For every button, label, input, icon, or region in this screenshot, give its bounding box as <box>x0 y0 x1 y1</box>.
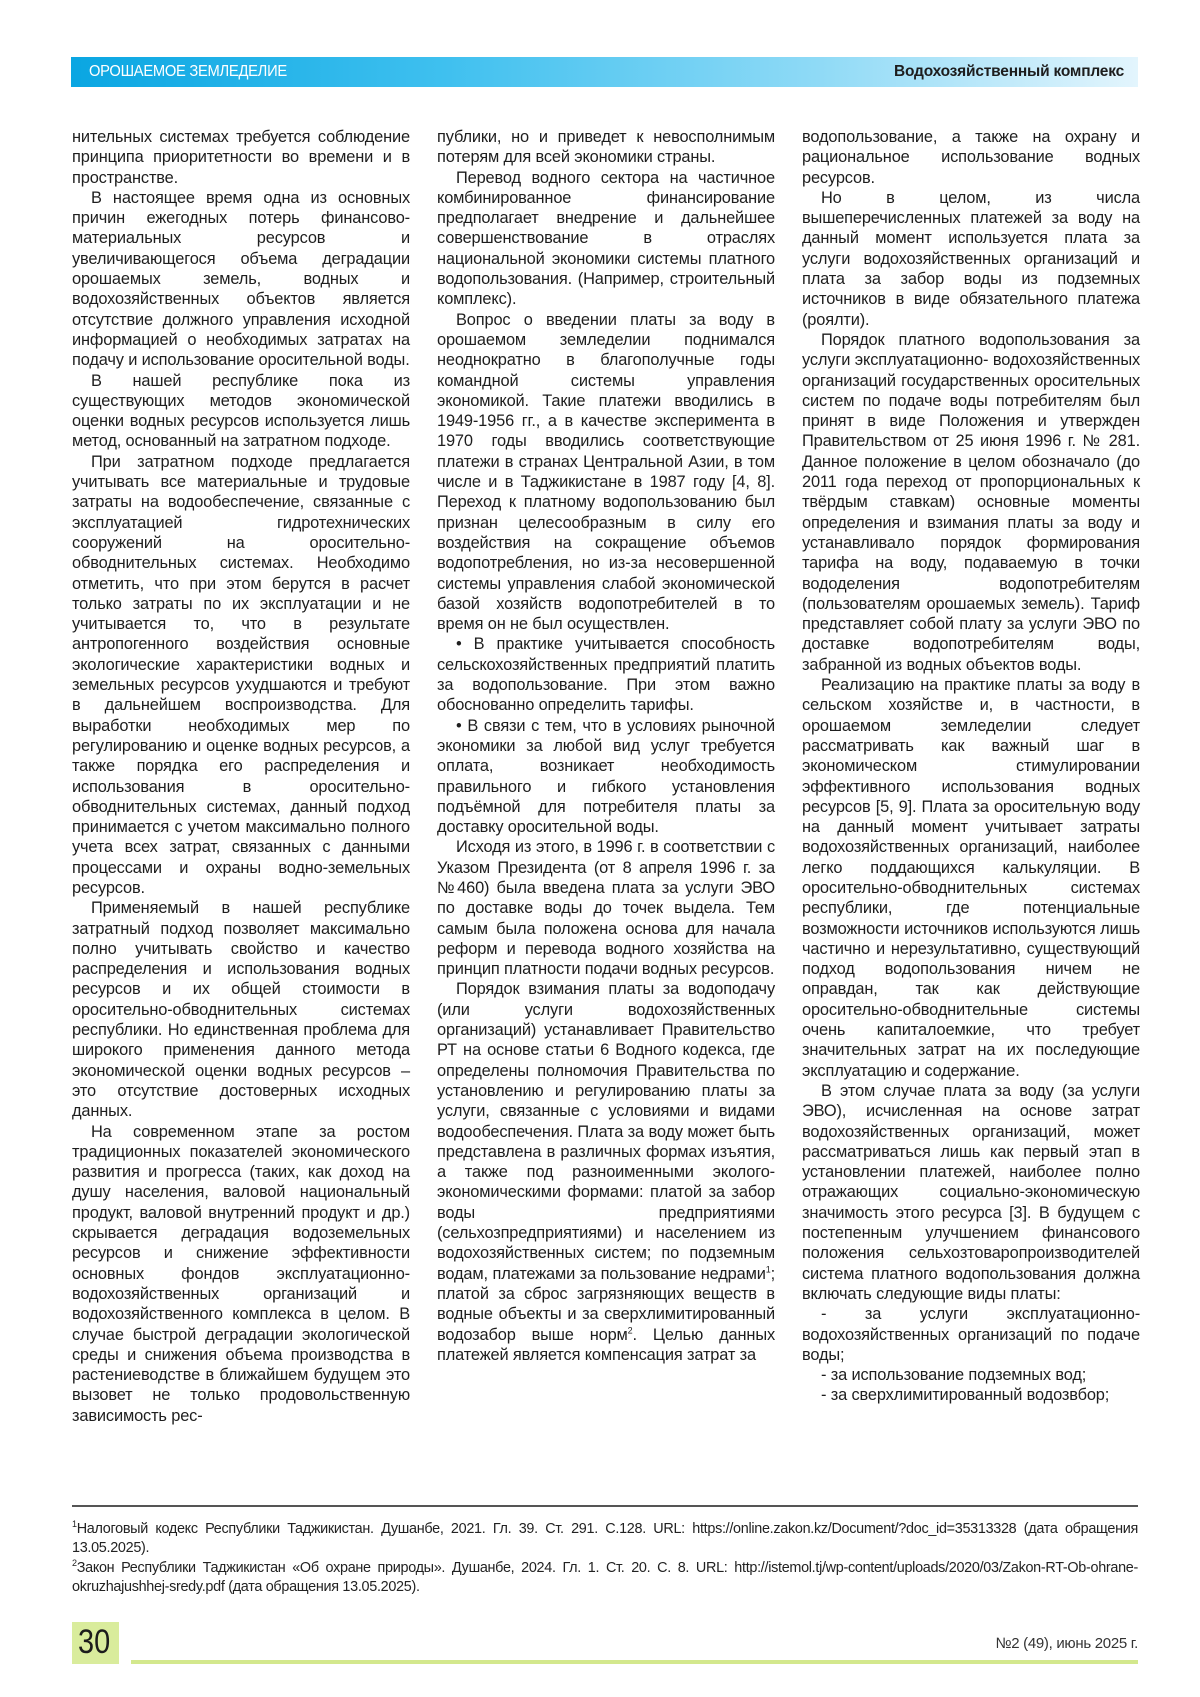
text-column-1 <box>72 127 410 1426</box>
footnote-text: Закон Республики Таджикистан «Об охране природы». Душанбе, 2024. Гл. 1. Ст. 20. С. 8. URL: http://istemol.tj/wp-content/uploads/2020/03/Zakon-RT-Ob-ohrane-okruzhajushhej-sredy.pdf (дата обращения 13.05.2025). <box>72 1560 1138 1595</box>
bullet-paragraph: • В связи с тем, что в условиях рыночной экономики за любой вид услуг требуется оплата, возникает необходимость правильного и гибкого установления подъёмной для потребителя платы за доставку оросительной воды. <box>437 716 775 838</box>
paragraph: водопользование, а также на охрану и рациональное использование водных ресурсов. <box>802 127 1140 188</box>
footnote-divider <box>72 1505 1138 1507</box>
footnote-text: Налоговый кодекс Республики Таджикистан. Душанбе, 2021. Гл. 39. Ст. 291. С.128. URL: https://online.zakon.kz/Document/?doc_id=35313328 (дата обращения 13.05.2025). <box>72 1521 1138 1556</box>
journal-section: Водохозяйственный комплекс <box>894 63 1124 81</box>
paragraph: В настоящее время одна из основных причин ежегодных потерь финансово-материальных ресурсов и увеличивающегося объема деградации орошаемых земель, водных и водохозяйственных объектов является отсутствие должного управления исходной информацией о необходимых затратах на подачу и использование оросительной воды. <box>72 188 410 371</box>
text-column-2 <box>437 127 775 1365</box>
paragraph: Применяемый в нашей республике затратный подход позволяет максимально полно учитывать свойство и качество распределения и использования водных ресурсов и их общей стоимости в оросительно-обводнительных системах республики. Но единственная проблема для широкого применения данного метода экономической оценки водных ресурсов – это отсутствие достоверных исходных данных. <box>72 898 410 1121</box>
list-item: - за использование подземных вод; <box>802 1365 1140 1385</box>
paragraph: В этом случае плата за воду (за услуги ЭВО), исчисленная на основе затрат водохозяйственных организаций, может рассматриваться лишь как первый этап в установлении платежей, наиболее полно отражающих социально-экономическую значимость этого ресурса [3]. В будущем с постепенным улучшением финансового положения сельхозтоваропроизводителей система платного водопользования должна включать следующие виды платы: <box>802 1081 1140 1304</box>
text-run: ; платой за сброс загрязняющих веществ в водные объекты и за сверхлимитированный водозабор выше норм <box>437 1265 775 1344</box>
paragraph: Исходя из этого, в 1996 г. в соответствии с Указом Президента (от 8 апреля 1996 г. за №460) была введена плата за услуги ЭВО по доставке воды до точек выдела. Тем самым была положена основа для начала реформ и перевода водного хозяйства на принцип платности подачи водных ресурсов. <box>437 837 775 979</box>
paragraph: В нашей республике пока из существующих методов экономической оценки водных ресурсов используется лишь метод, основанный на затратном подходе. <box>72 371 410 452</box>
paragraph <box>437 979 775 1365</box>
paragraph: публики, но и приведет к невосполнимым потерям для всей экономики страны. <box>437 127 775 168</box>
paragraph: На современном этапе за ростом традиционных показателей экономического развития и прогресса (таких, как доход на душу населения, валовой национальный продукт, валовой внутренний продукт и др.) скрывается деградация водоземельных ресурсов и снижение эффективности основных фондов эксплуатационно-водохозяйственных организаций и водохозяйственного комплекса в целом. В случае быстрой деградации экологической среды и снижения объема производства в растениеводстве в ближайшем будущем это вызовет не только продовольственную зависимость рес- <box>72 1122 410 1426</box>
text-column-3 <box>802 127 1140 1406</box>
paragraph: Перевод водного сектора на частичное комбинированное финансирование предполагает внедрение и дальнейшее совершенствование в отраслях национальной экономики системы платного водопользования. (Например, строительный комплекс). <box>437 168 775 310</box>
page-number: 30 <box>78 1623 110 1662</box>
paragraph: Реализацию на практике платы за воду в сельском хозяйстве и, в частности, в орошаемом земледелии следует рассматривать как важный шаг в экономическом стимулировании эффективного использования водных ресурсов [5, 9]. Плата за оросительную воду на данный момент учитывает затраты водохозяйственных организаций, наиболее легко поддающихся калькуляции. В оросительно-обводнительных системах республики, где потенциальные возможности источников используются лишь частично и нерезультативно, существующий подход водопользования ничем не оправдан, так как действующие оросительно-обводнительные системы очень капиталоемкие, что требует значительных затрат на их последующие эксплуатацию и содержание. <box>802 675 1140 1081</box>
page-number-box <box>72 1622 119 1664</box>
section-title: ОРОШАЕМОЕ ЗЕМЛЕДЕЛИЕ <box>89 63 287 81</box>
running-header <box>71 57 1138 87</box>
paragraph: Вопрос о введении платы за воду в орошаемом земледелии поднимался неоднократно в благополучные годы командной системы управления экономикой. Такие платежи вводились в 1949-1956 гг., а в качестве эксперимента в 1970 годы вводились соответствующие платежи в странах Центральной Азии, в том числе и в Таджикистане в 1987 году [4, 8]. Переход к платному водопользованию был признан целесообразным в силу его воздействия на сокращение объемов водопотребления, но из-за несовершенной системы управления слабой экономической базой хозяйств водопотребителей в то время он не был осуществлен. <box>437 310 775 635</box>
bullet-paragraph: • В практике учитывается способность сельскохозяйственных предприятий платить за водопользование. При этом важно обоснованно определить тарифы. <box>437 634 775 715</box>
issue-label: №2 (49), июнь 2025 г. <box>995 1635 1138 1652</box>
footnote-2 <box>72 1559 1138 1597</box>
footnote-ref[interactable]: 1 <box>766 1264 771 1274</box>
list-item: - за услуги эксплуатационно-водохозяйственных организаций по подаче воды; <box>802 1304 1140 1365</box>
footnote-ref[interactable]: 2 <box>628 1325 633 1335</box>
list-item: - за сверхлимитированный водозвбор; <box>802 1385 1140 1405</box>
paragraph: Но в целом, из числа вышеперечисленных платежей за воду на данный момент используется плата за услуги водохозяйственных организаций и плата за забор воды из подземных источников в виде обязательного платежа (роялти). <box>802 188 1140 330</box>
footnote-mark: 1 <box>72 1519 77 1529</box>
footer-rule <box>131 1660 1138 1664</box>
footnote-mark: 2 <box>72 1558 77 1568</box>
paragraph: Порядок платного водопользования за услуги эксплуатационно- водохозяйственных организаций государственных оросительных систем по подаче воды потребителям был принят в виде Положения и утвержден Правительством от 25 июня 1996 г. № 281. Данное положение в целом обозначало (до 2011 года переход от пропорциональных к твёрдым ставкам) основные моменты определения и взимания платы за воду и устанавливало порядок формирования тарифа на воду, подаваемую в точки вододеления водопотребителям (пользователям орошаемых земель). Тариф представляет собой плату за услуги ЭВО по доставке водопотребителям воды, забранной из водных объектов воды. <box>802 330 1140 675</box>
text-run: Порядок взимания платы за водоподачу (или услуги водохозяйственных организаций) устанавливает Правительство РТ на основе статьи 6 Водного кодекса, где определены полномочия Правительства по установлению и регулированию платы за услуги, связанные с условиями и видами водообеспечения. Плата за воду может быть представлена в различных формах изъятия, а также под разноименными эколого-экономическими формами: платой за забор воды предприятиями (сельхозпредприятиями) и населением из водохозяйственных систем; по подземным водам, платежами за пользование недрами <box>437 980 775 1282</box>
footnote-1 <box>72 1520 1138 1558</box>
paragraph: При затратном подходе предлагается учитывать все материальные и трудовые затраты на водообеспечение, связанные с эксплуатацией гидротехнических сооружений на оросительно-обводнительных системах. Необходимо отметить, что при этом берутся в расчет только затраты по их эксплуатации и не учитывается то, что в результате антропогенного воздействия основные экологические характеристики водных и земельных ресурсов ухудшаются и требуют в дальнейшем воспроизводства. Для выработки необходимых мер по регулированию и оценке водных ресурсов, а также порядка его распределения и использования в оросительно-обводнительных системах, данный подход принимается с учетом максимально полного учета всех затрат, связанных с данными процессами и охраны водно-земельных ресурсов. <box>72 452 410 899</box>
text-run: . Целью данных платежей является компенсация затрат за <box>437 1326 775 1364</box>
paragraph: нительных системах требуется соблюдение принципа приоритетности во времени и в пространстве. <box>72 127 410 188</box>
